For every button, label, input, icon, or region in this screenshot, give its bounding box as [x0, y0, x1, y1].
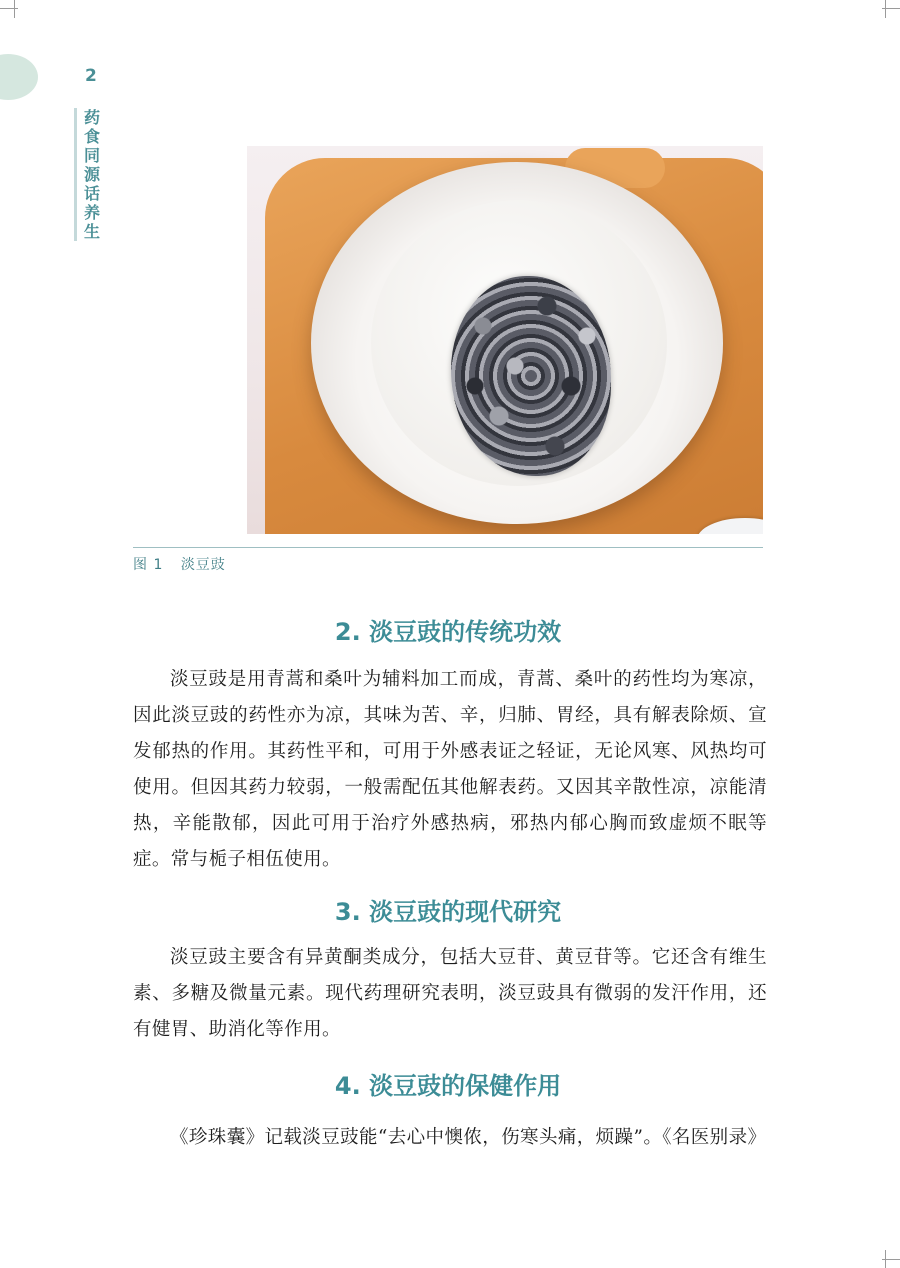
page-number-decoration	[0, 54, 38, 100]
crop-mark	[885, 0, 886, 18]
body-paragraph: 淡豆豉是用青蒿和桑叶为辅料加工而成，青蒿、桑叶的药性均为寒凉，因此淡豆豉的药性亦为凉，其味为苦、辛，归肺、胃经，具有解表除烦、宣发郁热的作用。其药性平和，可用于外感表证之轻证，无论风寒、风热均可使用。但因其药力较弱，一般需配伍其他解表药。又因其辛散性凉，凉能清热，辛能散郁，因此可用于治疗外感热病，邪热内郁心胸而致虚烦不眠等症。常与栀子相伍使用。	[133, 669, 767, 870]
crop-mark	[14, 0, 15, 18]
page-number: 2	[85, 66, 97, 86]
caption-divider	[133, 547, 763, 548]
running-title	[74, 108, 110, 241]
section-heading: 2. 淡豆豉的传统功效	[334, 618, 562, 646]
running-title-text: 药食同源话养生	[83, 108, 100, 241]
figure-caption-text: 淡豆豉	[180, 557, 226, 573]
figure-photo	[247, 146, 763, 534]
figure-label: 图 1	[133, 557, 164, 573]
crop-mark	[885, 1250, 886, 1268]
fermented-beans	[451, 276, 611, 476]
crop-mark	[0, 8, 18, 9]
section-heading: 4. 淡豆豉的保健作用	[334, 1072, 562, 1100]
body-paragraph: 《珍珠囊》记载淡豆豉能“去心中懊侬，伤寒头痛，烦躁”。《名医别录》	[170, 1127, 767, 1148]
figure-caption	[133, 554, 226, 574]
body-paragraph: 淡豆豉主要含有异黄酮类成分，包括大豆苷、黄豆苷等。它还含有维生素、多糖及微量元素。现代药理研究表明，淡豆豉具有微弱的发汗作用，还有健胃、助消化等作用。	[133, 947, 767, 1040]
section-heading: 3. 淡豆豉的现代研究	[334, 898, 562, 926]
white-bowl	[311, 162, 723, 524]
